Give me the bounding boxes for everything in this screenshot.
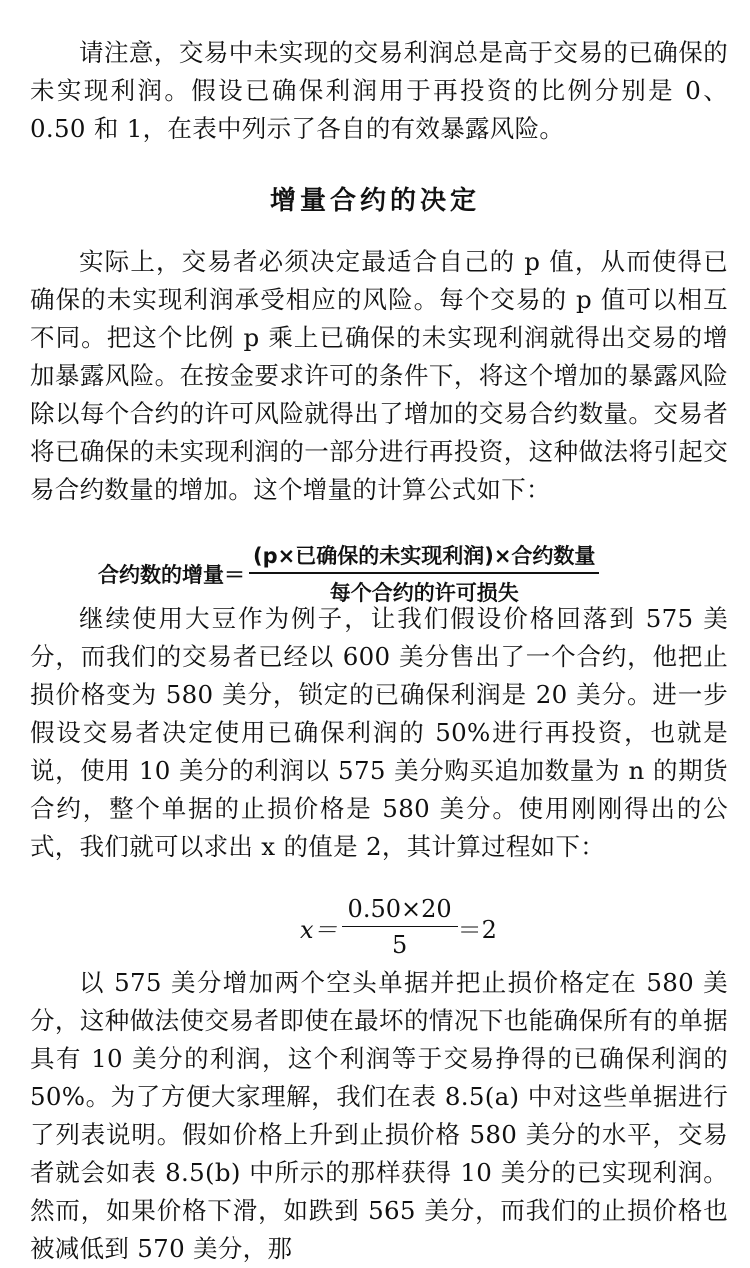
formula-2-rhs: ＝2 — [457, 915, 497, 944]
paragraph-3: 继续使用大豆作为例子，让我们假设价格回落到 575 美分，而我们的交易者已经以 600 美分售出了一个合约，他把止损价格变为 580 美分，锁定的已确保利润是 20 美分。进一步假设交易者决定使用已确保利润的 50%进行再投资，也就是说，使用 10 美分的利润以 575 美分购买追加数量为 n 的期货合约，整个单据的止损价格是 580 美分。使用刚刚得出的公式，我们就可以求出 x 的值是 2，其计算过程如下： — [30, 604, 728, 861]
formula-1-lhs: 合约数的增量＝ — [98, 562, 245, 587]
formula-1-numerator: (p×已确保的未实现利润)×合约数量 — [249, 540, 599, 574]
formula-1-denominator: 每个合约的许可损失 — [329, 581, 519, 605]
x-calculation-formula — [300, 895, 497, 959]
formula-2-denominator: 5 — [391, 931, 408, 959]
paragraph-4: 以 575 美分增加两个空头单据并把止损价格定在 580 美分，这种做法使交易者即使在最坏的情况下也能确保所有的单据具有 10 美分的利润，这个利润等于交易挣得的已确保利润的 50%。为了方便大家理解，我们在表 8.5(a) 中对这些单据进行了列表说明。假如价格上升到止损价格 580 美分的水平，交易者就会如表 8.5(b) 中所示的那样获得 10 美分的已实现利润。然而，如果价格下滑，如跌到 565 美分，而我们的止损价格也被减低到 570 美分，那 — [30, 968, 728, 1263]
formula-2-lhs: x＝ — [300, 915, 338, 944]
formula-1-fraction — [249, 540, 599, 607]
formula-2-fraction — [342, 895, 458, 959]
section-heading: 增量合约的决定 — [269, 186, 480, 216]
paragraph-1: 请注意，交易中未实现的交易利润总是高于交易的已确保的未实现利润。假设已确保利润用于再投资的比例分别是 0、0.50 和 1，在表中列示了各自的有效暴露风险。 — [30, 38, 728, 143]
paragraph-2: 实际上，交易者必须决定最适合自己的 p 值，从而使得已确保的未实现利润承受相应的风险。每个交易的 p 值可以相互不同。把这个比例 p 乘上已确保的未实现利润就得出交易的增加暴露风险。在按金要求许可的条件下，将这个增加的暴露风险除以每个合约的许可风险就得出了增加的交易合约数量。交易者将已确保的未实现利润的一部分进行再投资，这种做法将引起交易合约数量的增加。这个增量的计算公式如下： — [30, 247, 728, 504]
contract-increment-formula — [98, 540, 599, 607]
formula-2-numerator: 0.50×20 — [342, 895, 458, 927]
